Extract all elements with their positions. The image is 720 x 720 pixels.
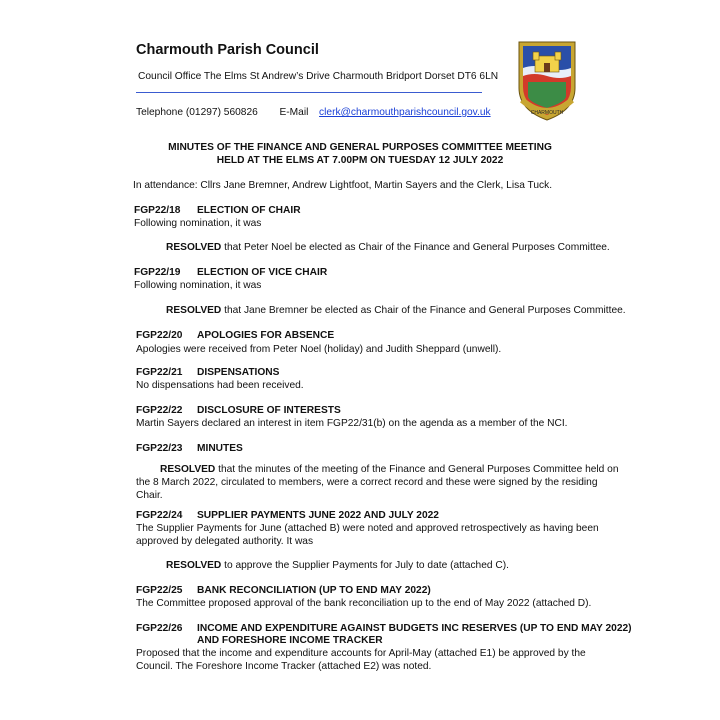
resolution-text: the 8 March 2022, circulated to members, were a correct record and these were signed by the residing bbox=[136, 477, 598, 488]
item-heading: INCOME AND EXPENDITURE AGAINST BUDGETS INC RESERVES (UP TO END MAY 2022) bbox=[197, 623, 632, 634]
item-heading: MINUTES bbox=[197, 443, 243, 454]
item-text: Council. The Foreshore Income Tracker (attached E2) was noted. bbox=[136, 661, 432, 672]
org-name: Charmouth Parish Council bbox=[136, 42, 319, 58]
item-code: FGP22/18 bbox=[134, 205, 181, 216]
item-heading: SUPPLIER PAYMENTS JUNE 2022 AND JULY 2022 bbox=[197, 510, 439, 521]
item-text: Proposed that the income and expenditure accounts for April-May (attached E1) be approved by the bbox=[136, 648, 586, 659]
item-text: Martin Sayers declared an interest in item FGP22/31(b) on the agenda as a member of the NCI. bbox=[136, 418, 568, 429]
resolution-text: to approve the Supplier Payments for July to date (attached C). bbox=[221, 560, 509, 571]
item-code: FGP22/21 bbox=[136, 367, 183, 378]
header-divider bbox=[136, 92, 482, 93]
resolution bbox=[160, 463, 619, 476]
email-link[interactable]: clerk@charmouthparishcouncil.gov.uk bbox=[319, 107, 491, 118]
resolved-label: RESOLVED bbox=[160, 464, 216, 475]
minutes-title-line2: HELD AT THE ELMS AT 7.00PM ON TUESDAY 12 JULY 2022 bbox=[216, 155, 504, 166]
item-text: approved by delegated authority. It was bbox=[136, 536, 314, 547]
minutes-title-line1: MINUTES OF THE FINANCE AND GENERAL PURPOSES COMMITTEE MEETING bbox=[168, 142, 552, 153]
contact-line bbox=[136, 106, 491, 119]
item-text: Following nomination, it was bbox=[134, 280, 262, 291]
item-code: FGP22/26 bbox=[136, 623, 183, 634]
resolution bbox=[166, 559, 509, 572]
crest-text: CHARMOUTH bbox=[530, 110, 564, 116]
item-heading: ELECTION OF VICE CHAIR bbox=[197, 267, 328, 278]
item-code: FGP22/25 bbox=[136, 585, 183, 596]
item-heading: BANK RECONCILIATION (UP TO END MAY 2022) bbox=[197, 585, 431, 596]
item-text: No dispensations had been received. bbox=[136, 380, 304, 391]
resolution-text: that the minutes of the meeting of the Finance and General Purposes Committee held on bbox=[215, 464, 619, 475]
item-heading: DISPENSATIONS bbox=[197, 367, 280, 378]
item-heading: ELECTION OF CHAIR bbox=[197, 205, 301, 216]
resolution bbox=[166, 241, 610, 254]
resolved-label: RESOLVED bbox=[166, 305, 222, 316]
resolution-text: that Jane Bremner be elected as Chair of the Finance and General Purposes Committee. bbox=[221, 305, 626, 316]
item-heading: DISCLOSURE OF INTERESTS bbox=[197, 405, 341, 416]
email-label: E-Mail bbox=[279, 107, 309, 118]
item-code: FGP22/19 bbox=[134, 267, 181, 278]
resolution bbox=[166, 304, 626, 317]
resolved-label: RESOLVED bbox=[166, 560, 222, 571]
item-code: FGP22/20 bbox=[136, 330, 183, 341]
item-code: FGP22/22 bbox=[136, 405, 183, 416]
council-address: Council Office The Elms St Andrew’s Drive Charmouth Bridport Dorset DT6 6LN bbox=[138, 71, 499, 82]
resolution-text: Chair. bbox=[136, 490, 163, 501]
item-heading: AND FORESHORE INCOME TRACKER bbox=[197, 635, 383, 646]
resolved-label: RESOLVED bbox=[166, 242, 222, 253]
attendance: In attendance: Cllrs Jane Bremner, Andrew Lightfoot, Martin Sayers and the Clerk, Lisa Tuck. bbox=[133, 180, 553, 191]
item-code: FGP22/24 bbox=[136, 510, 183, 521]
council-crest-logo bbox=[516, 38, 578, 122]
item-heading: APOLOGIES FOR ABSENCE bbox=[197, 330, 335, 341]
telephone: Telephone (01297) 560826 bbox=[136, 107, 258, 118]
item-text: The Committee proposed approval of the bank reconciliation up to the end of May 2022 (attached D). bbox=[136, 598, 592, 609]
item-text: Following nomination, it was bbox=[134, 218, 262, 229]
item-code: FGP22/23 bbox=[136, 443, 183, 454]
item-text: The Supplier Payments for June (attached B) were noted and approved retrospectively as having been bbox=[136, 523, 599, 534]
resolution-text: that Peter Noel be elected as Chair of the Finance and General Purposes Committee. bbox=[221, 242, 610, 253]
item-text: Apologies were received from Peter Noel (holiday) and Judith Sheppard (unwell). bbox=[136, 344, 502, 355]
